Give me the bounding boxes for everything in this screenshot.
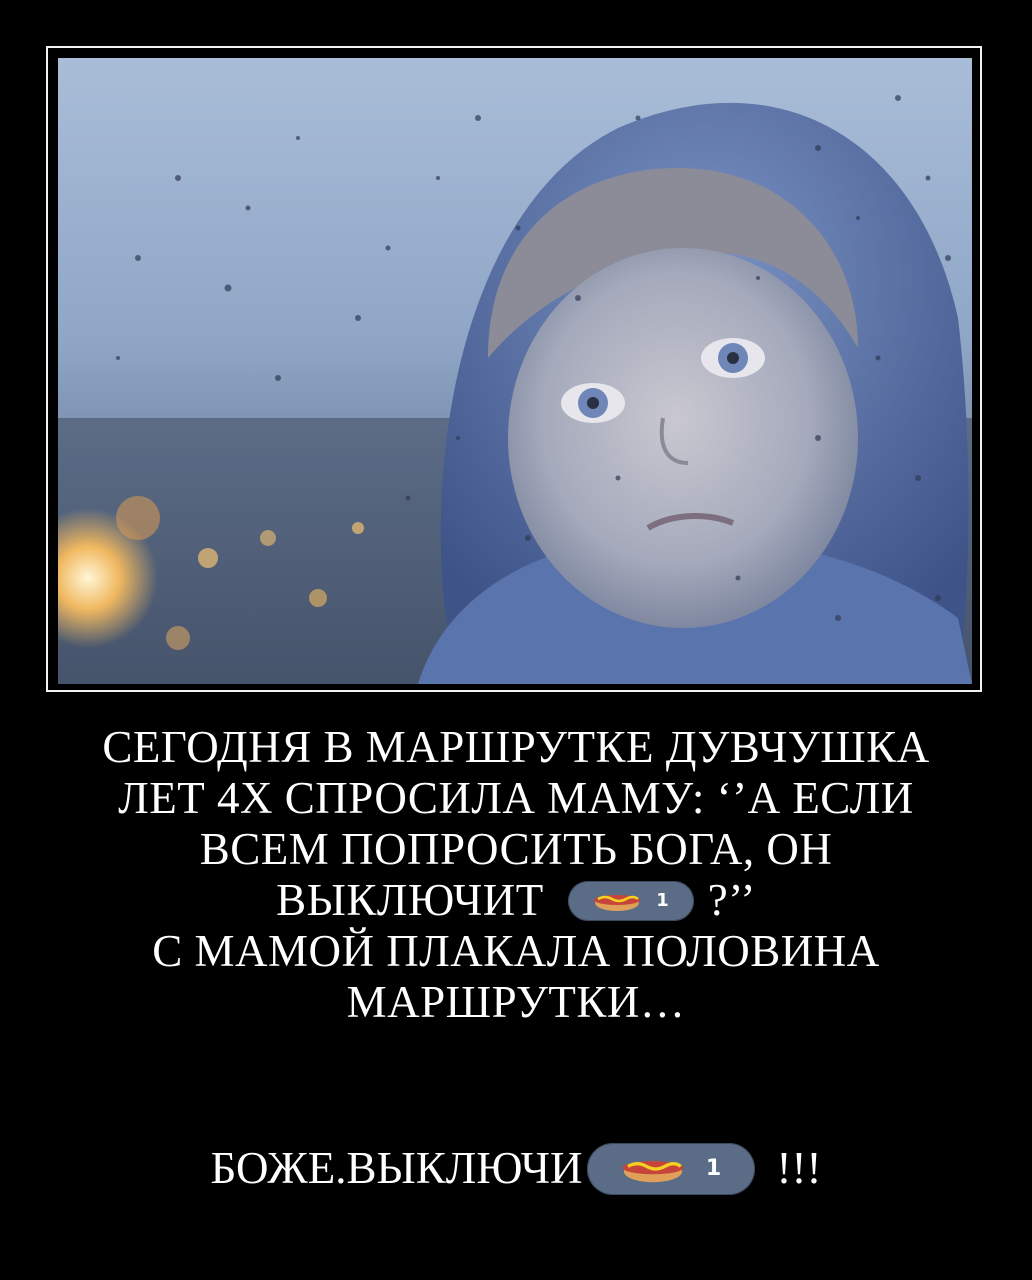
caption-line-4-start: ВЫКЛЮЧИТ — [276, 875, 544, 925]
hotdog-icon — [592, 889, 642, 913]
reaction-pill[interactable] — [568, 881, 694, 921]
caption-line-1: СЕГОДНЯ В МАРШРУТКЕ ДУВЧУШКА — [102, 722, 930, 772]
reaction-count: 1 — [705, 1156, 722, 1181]
caption-line-4-end: ?’’ — [707, 875, 756, 925]
caption — [20, 722, 1012, 1028]
caption-line-3: ВСЕМ ПОПРОСИТЬ БОГА, ОН — [199, 824, 833, 874]
poster-photo — [58, 58, 972, 684]
final-line-end: !!! — [776, 1143, 822, 1193]
final-line — [0, 1140, 1032, 1196]
reaction-count: 1 — [656, 890, 670, 911]
reaction-pill[interactable] — [587, 1143, 755, 1195]
caption-line-6: МАРШРУТКИ… — [346, 977, 686, 1027]
hotdog-icon — [620, 1153, 686, 1185]
caption-line-4 — [20, 875, 1012, 926]
final-line-start: БОЖЕ.ВЫКЛЮЧИ — [210, 1143, 583, 1193]
caption-line-5: С МАМОЙ ПЛАКАЛА ПОЛОВИНА — [152, 926, 880, 976]
caption-line-2: ЛЕТ 4Х СПРОСИЛА МАМУ: ‘’А ЕСЛИ — [118, 773, 914, 823]
